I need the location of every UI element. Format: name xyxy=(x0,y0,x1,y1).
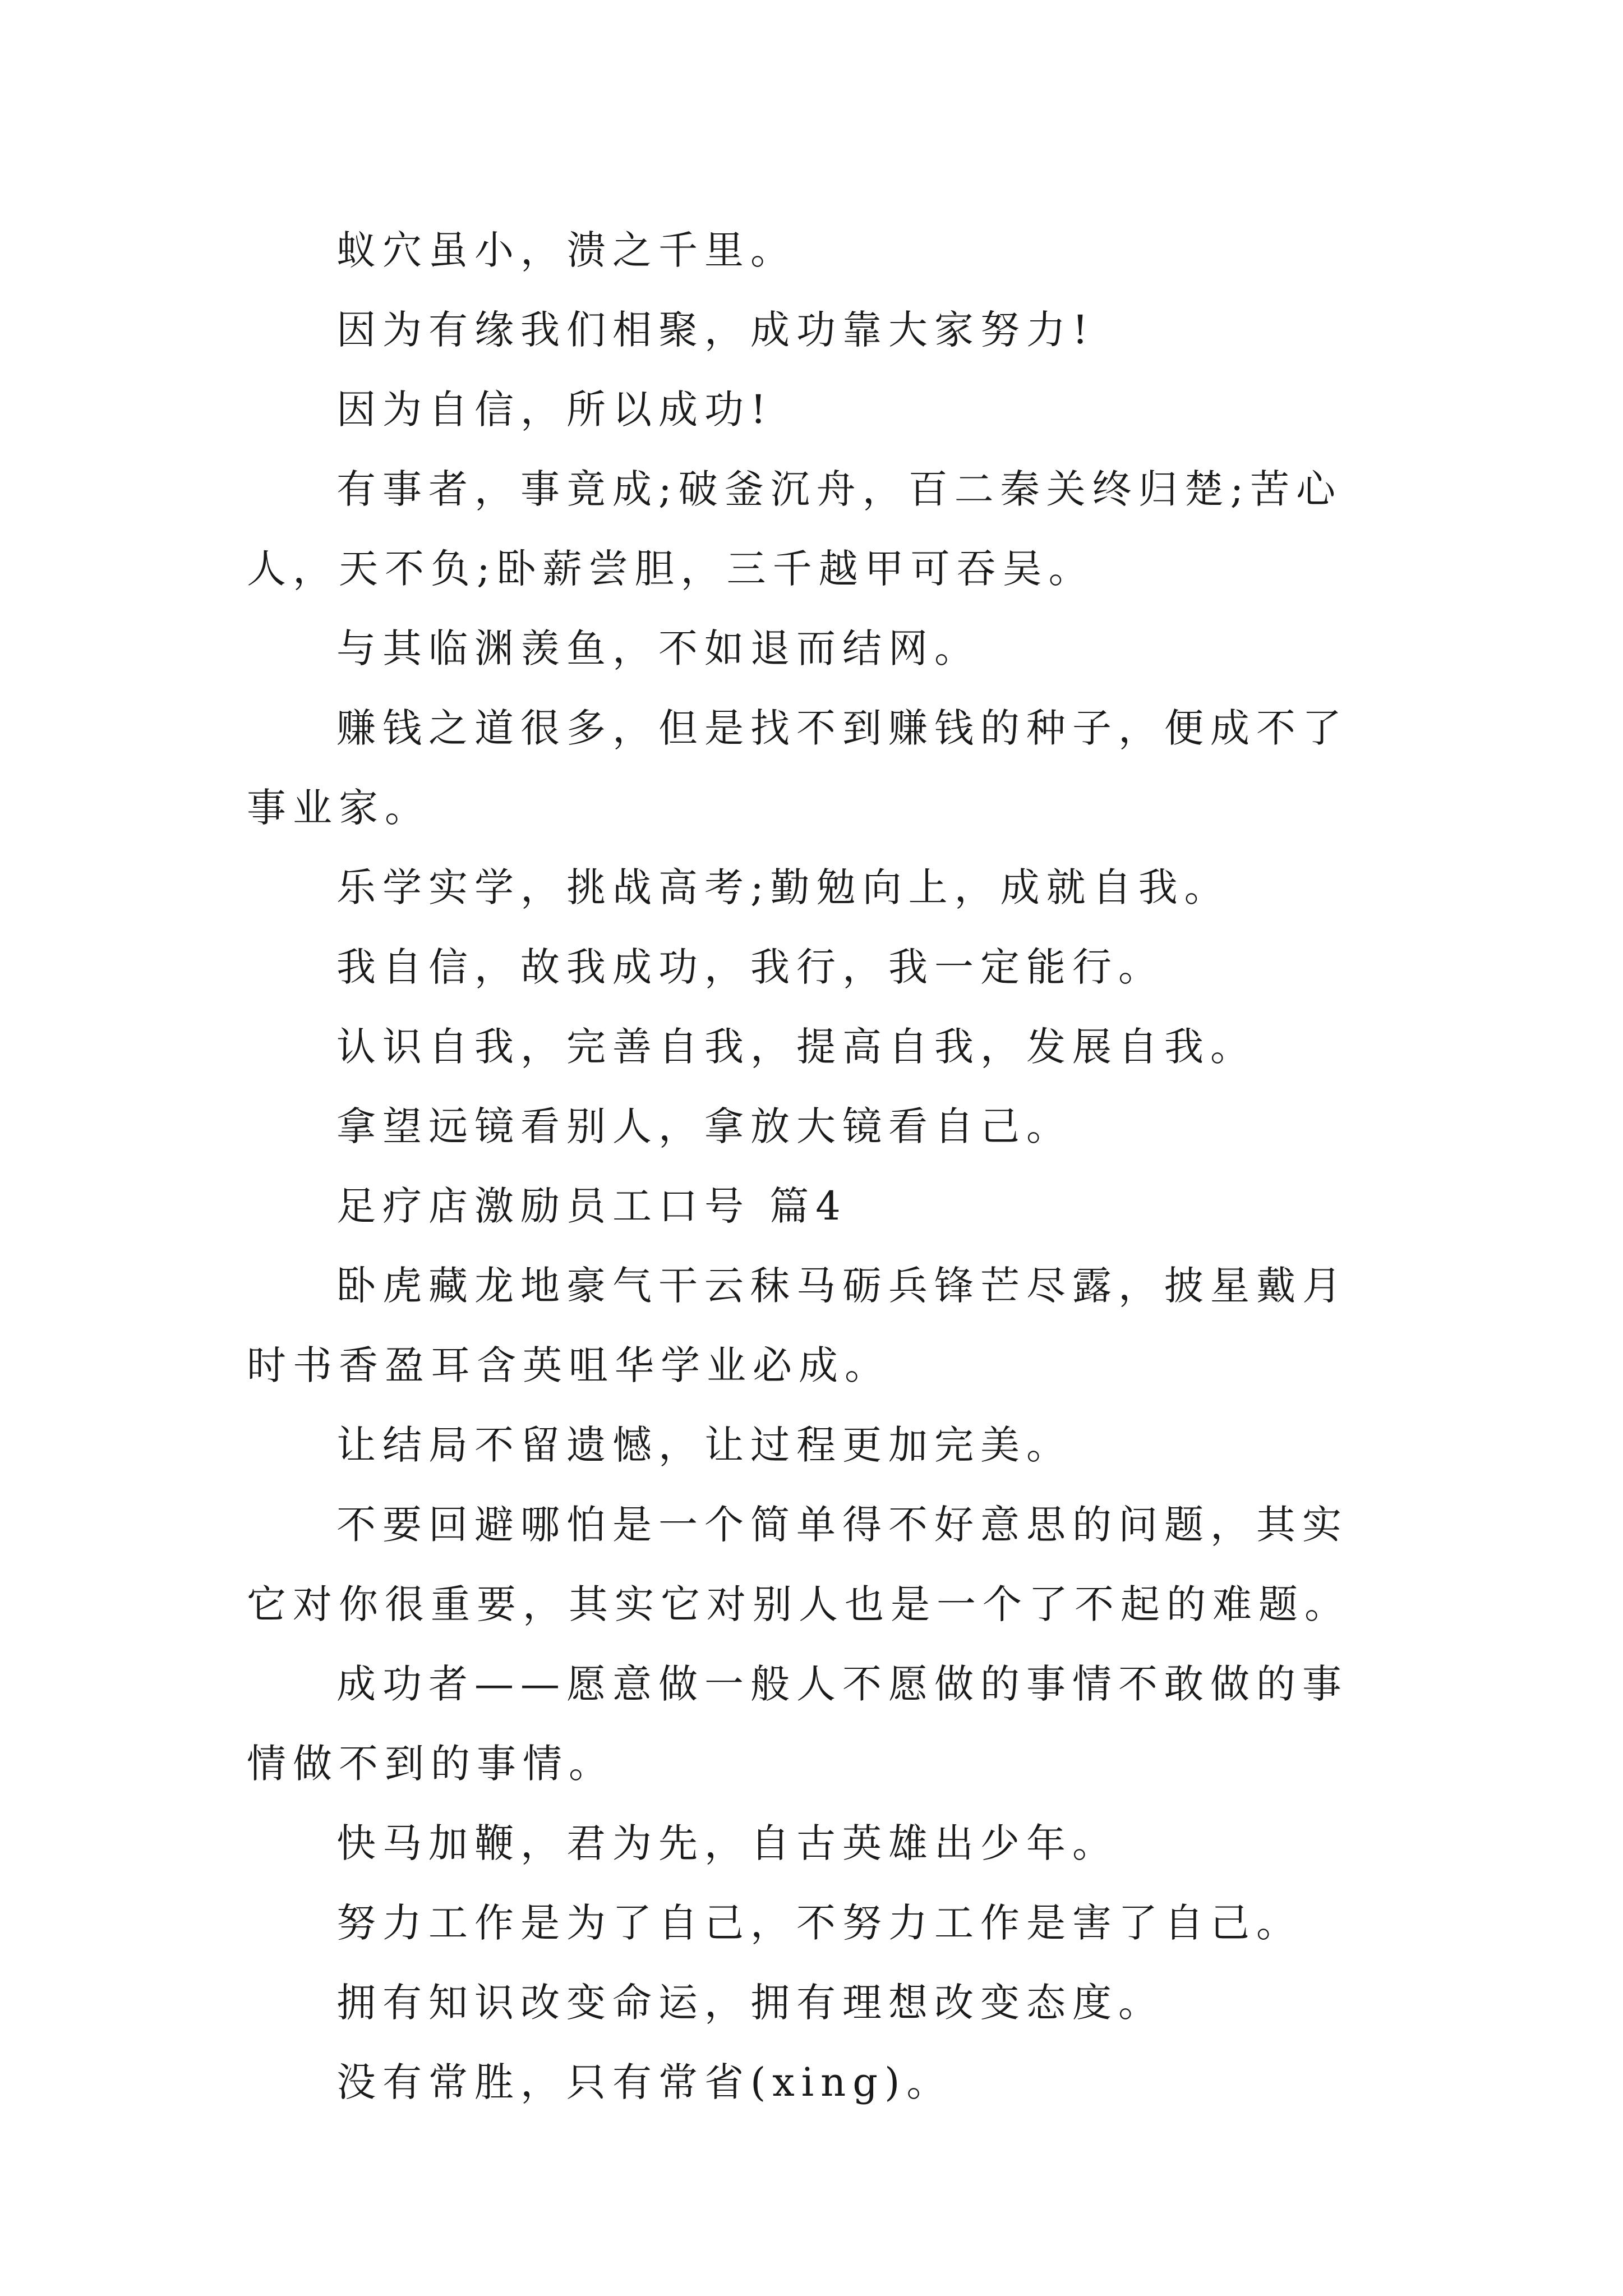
paragraph: 赚钱之道很多，但是找不到赚钱的种子，便成不了事业家。 xyxy=(247,705,1348,831)
paragraph: 乐学实学，挑战高考;勤勉向上，成就自我。 xyxy=(336,864,1230,910)
paragraph: 快马加鞭，君为先，自古英雄出少年。 xyxy=(336,1820,1118,1866)
paragraph: 卧虎藏龙地豪气干云秣马砺兵锋芒尽露，披星戴月时书香盈耳含英咀华学业必成。 xyxy=(247,1263,1348,1388)
paragraph: 成功者——愿意做一般人不愿做的事情不敢做的事情做不到的事情。 xyxy=(247,1661,1348,1787)
paragraph: 拥有知识改变命运，拥有理想改变态度。 xyxy=(336,1980,1164,2026)
paragraph: 拿望远镜看别人，拿放大镜看自己。 xyxy=(336,1103,1072,1149)
paragraph: 有事者，事竟成;破釜沉舟，百二秦关终归楚;苦心人，天不负;卧薪尝胆，三千越甲可吞吴。 xyxy=(247,466,1343,592)
paragraph: 与其临渊羡鱼，不如退而结网。 xyxy=(336,625,980,671)
paragraph: 不要回避哪怕是一个简单得不好意思的问题，其实它对你很重要，其实它对别人也是一个了不起的难题。 xyxy=(247,1502,1350,1627)
paragraph: 因为自信，所以成功! xyxy=(336,386,773,432)
paragraph: 没有常胜，只有常省(xing)。 xyxy=(336,2059,953,2105)
paragraph: 让结局不留遗憾，让过程更加完美。 xyxy=(336,1422,1072,1468)
paragraph: 努力工作是为了自己，不努力工作是害了自己。 xyxy=(336,1900,1302,1946)
paragraph: 我自信，故我成功，我行，我一定能行。 xyxy=(336,944,1164,990)
paragraph: 蚁穴虽小，溃之千里。 xyxy=(336,227,796,273)
paragraph: 认识自我，完善自我，提高自我，发展自我。 xyxy=(336,1024,1256,1070)
document-body xyxy=(247,210,1391,2122)
paragraph: 因为有缘我们相聚，成功靠大家努力! xyxy=(336,307,1095,353)
section-heading: 足疗店激励员工口号 篇4 xyxy=(336,1183,847,1229)
